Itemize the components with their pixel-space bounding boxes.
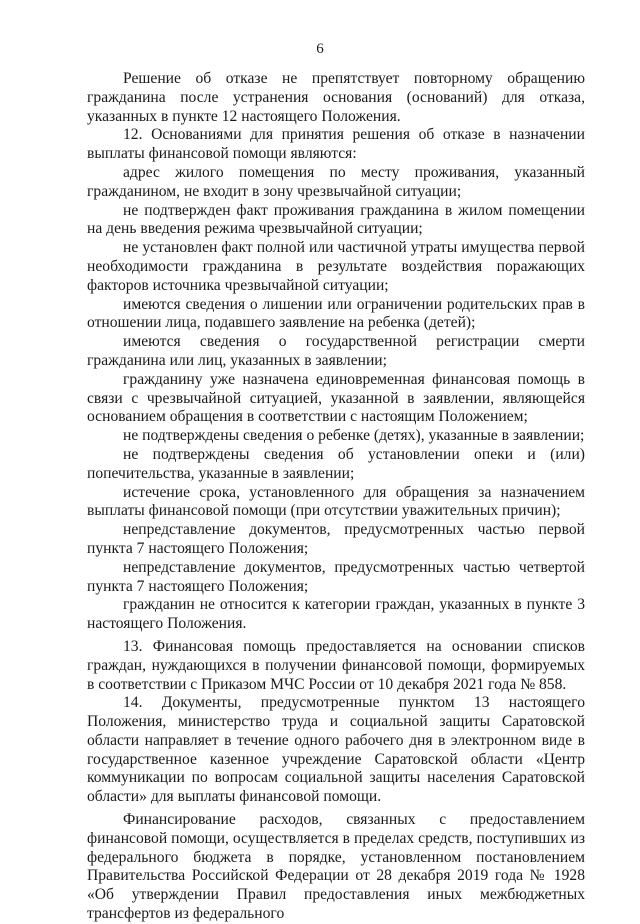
paragraph-ground-docs-fourth-part: непредставление документов, предусмотренных частью четвертой пункта 7 настоящего Положения; [87,558,585,595]
paragraph-refusal-note: Решение об отказе не препятствует повторному обращению гражданина после устранения основания (оснований) для отказа, указанных в пункте 12 настоящего Положения. [87,70,585,125]
paragraph-ground-deadline: истечение срока, установленного для обращения за назначением выплаты финансовой помощи (при отсутствии уважительных причин); [87,483,585,520]
paragraph-ground-death-record: имеются сведения о государственной регистрации смерти гражданина или лиц, указанных в заявлении; [87,333,585,369]
page-number: 6 [316,41,324,57]
paragraph-ground-category: гражданин не относится к категории граждан, указанных в пункте 3 настоящего Положения. [87,596,585,633]
paragraph-ground-parental-rights: имеются сведения о лишении или ограничении родительских прав в отношении лица, подавшего заявление на ребенка (детей); [87,295,585,332]
document-body [87,70,585,924]
paragraph-ground-already-assigned: гражданину уже назначена единовременная финансовая помощь в связи с чрезвычайной ситуацией, указанной в заявлении, являющейся основанием обращения в соответствии с настоящим Положением; [87,370,585,426]
paragraph-item-14: 14. Документы, предусмотренные пунктом 13 настоящего Положения, министерство труда и социальной защиты Саратовской области направляет в течение одного рабочего дня в электронном виде в государственное казенное учреждение Саратовской области «Центр коммуникации по вопросам социальной защиты населения Саратовской области» для выплаты финансовой помощи. [87,694,585,806]
paragraph-item-12: 12. Основаниями для принятия решения об отказе в назначении выплаты финансовой помощи являются: [87,126,585,163]
paragraph-financing: Финансирование расходов, связанных с предоставлением финансовой помощи, осуществляется в пределах средств, поступивших из федерального бюджета в порядке, установленном постановлением Правительства Российской Федерации от 28 декабря 2019 года № 1928 «Об утверждении Правил предоставления иных межбюджетных трансфертов из федерального [87,811,585,923]
paragraph-ground-guardianship: не подтверждены сведения об установлении опеки и (или) попечительства, указанные в заявлении; [87,445,585,482]
paragraph-ground-child-info: не подтверждены сведения о ребенке (детях), указанные в заявлении; [123,427,585,445]
paragraph-ground-residence: не подтвержден факт проживания гражданина в жилом помещении на день введения режима чрезвычайной ситуации; [87,201,585,238]
paragraph-ground-docs-first-part: непредставление документов, предусмотренных частью первой пункта 7 настоящего Положения; [87,521,585,557]
paragraph-ground-address: адрес жилого помещения по месту проживания, указанный гражданином, не входит в зону чрезвычайной ситуации; [87,163,585,200]
paragraph-item-13: 13. Финансовая помощь предоставляется на основании списков граждан, нуждающихся в получении финансовой помощи, формируемых в соответствии с Приказом МЧС России от 10 декабря 2021 года № 858. [87,637,585,693]
paragraph-ground-property-loss: не установлен факт полной или частичной утраты имущества первой необходимости гражданина в результате воздействия поражающих факторов источника чрезвычайной ситуации; [87,239,585,294]
